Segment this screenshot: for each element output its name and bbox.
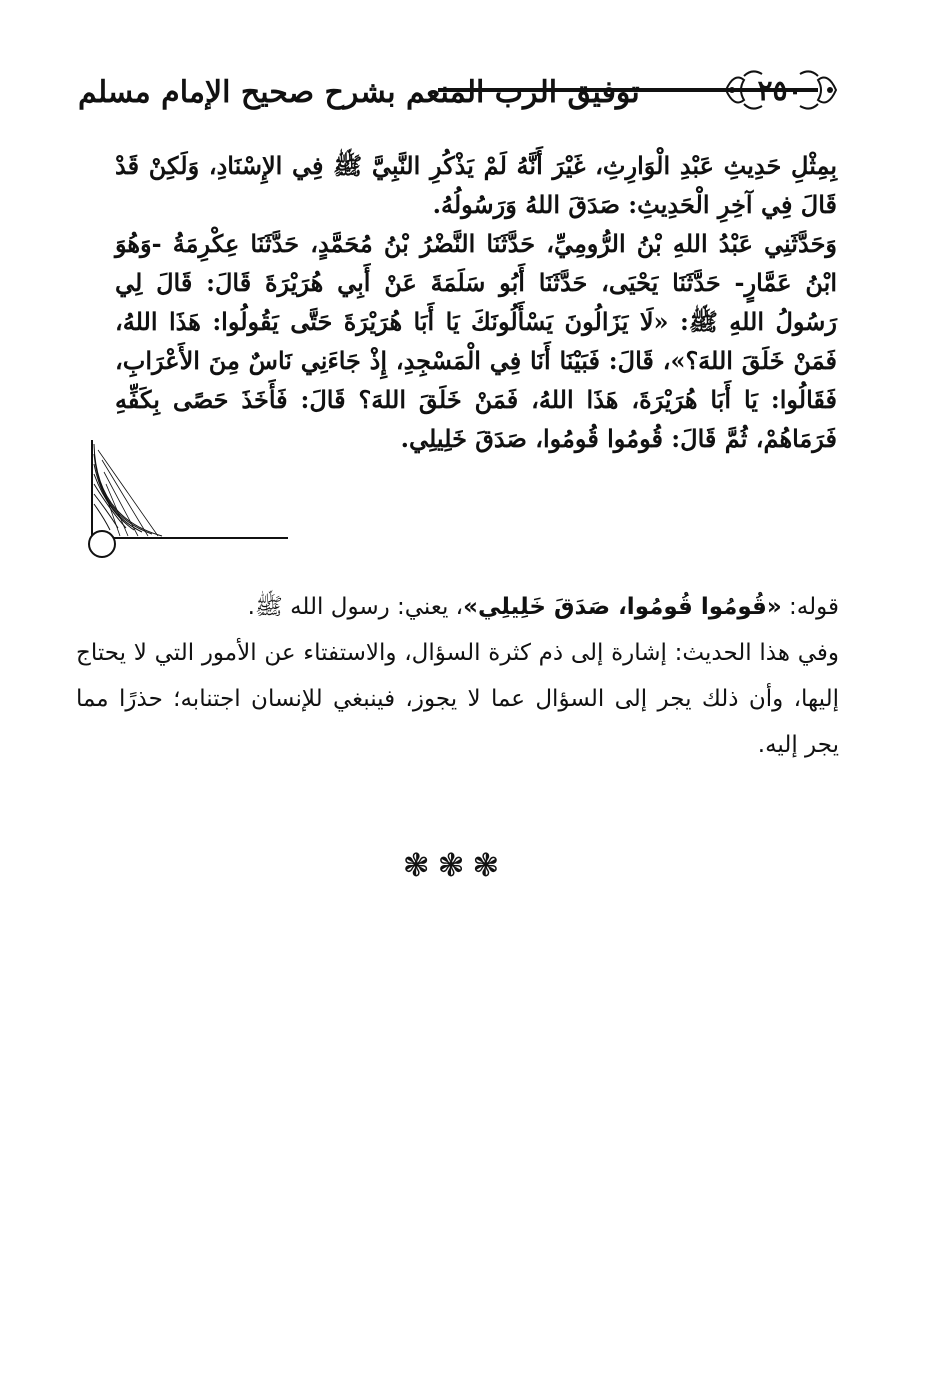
commentary-paragraph: وفي هذا الحديث: إشارة إلى ذم كثرة السؤال، والاستفتاء عن الأمور التي لا يحتاج إليها، وأن ذلك يجر إلى السؤال عما لا يجوز، فينبغي للإنسان اجتنابه؛ حذرًا مما يجر إليه. bbox=[76, 640, 839, 758]
commentary-quote-line bbox=[76, 584, 839, 630]
book-title: توفيق الرب المنعم بشرح صحيح الإمام مسلم bbox=[78, 75, 640, 110]
hadith-text bbox=[115, 146, 837, 458]
commentary-lead: قوله: bbox=[781, 594, 839, 620]
section-end-stars: ❃❃❃ bbox=[402, 846, 508, 884]
hadith-quote: «قُومُوا قُومُوا، صَدَقَ خَلِيلِي» bbox=[463, 594, 782, 620]
page-header bbox=[78, 60, 840, 126]
page-number: ٢٥٠ bbox=[757, 74, 803, 107]
hadith-paragraph: وَحَدَّثَنِي عَبْدُ اللهِ بْنُ الرُّومِيِّ، حَدَّثَنَا النَّضْرُ بْنُ مُحَمَّدٍ، حَدَّثَنَا عِكْرِمَةُ -وَهُوَ ابْنُ عَمَّارٍ- حَدَّثَنَا يَحْيَى، حَدَّثَنَا أَبُو سَلَمَةَ عَنْ أَبِي هُرَيْرَةَ قَالَ: قَالَ لِي رَسُولُ اللهِ ﷺ: «لَا يَزَالُونَ يَسْأَلُونَكَ يَا أَبَا هُرَيْرَةَ حَتَّى يَقُولُوا: هَذَا اللهُ، فَمَنْ خَلَقَ اللهَ؟»، قَالَ: فَبَيْنَا أَنَا فِي الْمَسْجِدِ، إِذْ جَاءَنِي نَاسٌ مِنَ الأَعْرَابِ، فَقَالُوا: يَا أَبَا هُرَيْرَةَ، هَذَا اللهُ، فَمَنْ خَلَقَ اللهَ؟ قَالَ: فَأَخَذَ حَصًى بِكَفِّهِ فَرَمَاهُمْ، ثُمَّ قَالَ: قُومُوا قُومُوا، صَدَقَ خَلِيلِي. bbox=[115, 229, 837, 453]
hadith-paragraph: بِمِثْلِ حَدِيثِ عَبْدِ الْوَارِثِ، غَيْرَ أَنَّهُ لَمْ يَذْكُرِ النَّبِيَّ ﷺ فِي الإِسْنَادِ، وَلَكِنْ قَدْ قَالَ فِي آخِرِ الْحَدِيثِ: صَدَقَ اللهُ وَرَسُولُهُ. bbox=[115, 151, 837, 219]
commentary bbox=[76, 584, 839, 768]
corner-ornament bbox=[78, 440, 288, 570]
commentary-explanation: ، يعني: رسول الله ﷺ. bbox=[247, 594, 464, 620]
